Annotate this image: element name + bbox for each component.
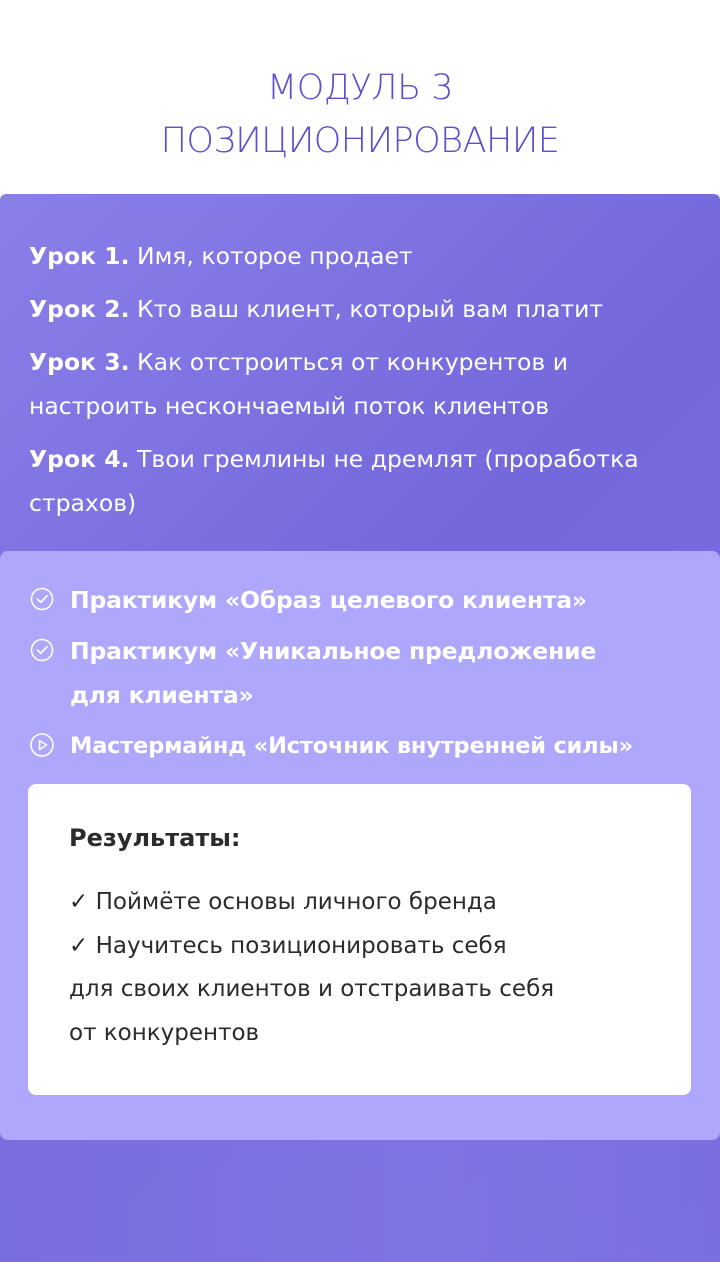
practice-label: Практикум «Уникальное предложение для клиента»	[70, 637, 597, 709]
practice-item	[29, 724, 709, 768]
lesson-title: Как отстроиться от конкурентов и настроить нескончаемый поток клиентов	[29, 348, 569, 420]
lesson-title: Кто ваш клиент, который вам платит	[136, 295, 604, 323]
results-card	[28, 784, 691, 1095]
play-circle-icon	[29, 732, 55, 758]
lesson-title: Твои гремлины не дремлят (проработка страхов)	[29, 445, 639, 517]
lesson-number: Урок 4.	[29, 445, 130, 473]
lesson-item	[29, 437, 689, 525]
lesson-number: Урок 1.	[29, 242, 130, 270]
practice-item	[29, 578, 709, 622]
lessons-list	[29, 234, 689, 534]
practice-panel	[0, 551, 720, 1140]
results-line: ✓ Научитесь позиционировать себя	[69, 932, 507, 959]
check-circle-icon	[29, 586, 55, 612]
lesson-number: Урок 2.	[29, 295, 130, 323]
results-line: для своих клиентов и отстраивать себя	[69, 976, 555, 1002]
check-circle-icon	[29, 637, 55, 663]
results-line: от конкурентов	[69, 1019, 260, 1046]
results-title: Результаты:	[69, 824, 241, 852]
practice-item	[29, 629, 709, 717]
practice-label: Мастермайнд «Источник внутренней силы»	[70, 733, 633, 759]
module-title	[0, 62, 720, 168]
results-text	[69, 881, 669, 1055]
lesson-number: Урок 3.	[29, 348, 130, 376]
lesson-item	[29, 340, 689, 428]
lesson-item	[29, 287, 689, 331]
module-name: ПОЗИЦИОНИРОВАНИЕ	[160, 121, 560, 161]
practice-label: Практикум «Образ целевого клиента»	[70, 586, 587, 614]
lesson-item	[29, 234, 689, 278]
lesson-title: Имя, которое продает	[136, 242, 413, 270]
results-line: ✓ Поймёте основы личного бренда	[69, 889, 497, 915]
module-number: МОДУЛЬ 3	[267, 68, 453, 108]
practice-list	[29, 578, 709, 775]
